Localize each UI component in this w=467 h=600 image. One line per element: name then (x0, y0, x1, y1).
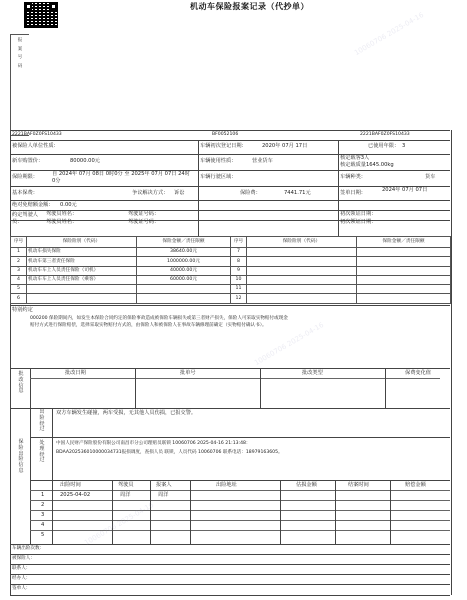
col-line (335, 481, 336, 545)
claims-cell: 周洋 (120, 492, 131, 498)
cell (357, 275, 451, 284)
first-reg-label: 车辆初次登记日期： (200, 143, 247, 149)
endorse-header: 保费变化值 (405, 370, 431, 376)
divider (30, 510, 450, 511)
area-label: 车辆行驶区域： (200, 174, 237, 180)
qr-code (24, 2, 58, 28)
claim-label: 出险经过 (39, 409, 45, 433)
cell: 1 (11, 248, 27, 257)
claims-header: 出险地址 (216, 482, 237, 488)
special-label: 特别约定 (12, 307, 33, 313)
cell (27, 294, 137, 303)
claims-cell: 2025-04-02 (60, 492, 91, 498)
claims-header: 结案时间 (348, 482, 369, 488)
cell: 40000.00元 (137, 266, 231, 275)
divider (30, 437, 450, 438)
claims-row-num: 1 (41, 492, 45, 498)
claims-row-num: 4 (41, 522, 45, 528)
first-reg-value: 2020年 07月 17日 (262, 143, 308, 149)
first-license-label: 初次领证日期： (340, 211, 377, 217)
endorse-side-label: 批改信息 (18, 371, 24, 395)
years-used-value: 3 (402, 143, 406, 149)
first-license-label-2: 初次领证日期： (340, 219, 377, 225)
endorse-header: 批单号 (180, 370, 196, 376)
cell: 机动车车上人员责任保险（司机） (27, 266, 137, 275)
cell: 60000.00元 (137, 275, 231, 284)
special-line-1: 000200 保险期间内，如发生本保险合同约定的保险事故造成被保险车辆损失或第三者财产损失，保险人可采取实物赔付或现金 (30, 316, 288, 321)
cell (357, 294, 451, 303)
deductible-value: 0.00元 (60, 202, 77, 208)
divider (30, 378, 440, 379)
cell (137, 294, 231, 303)
sidebar-char: 号 (17, 55, 23, 61)
cell (247, 257, 357, 266)
watermark: 10060706 2025-04-16 (253, 320, 326, 368)
col-line (338, 140, 339, 236)
type-label: 车辆种类： (340, 174, 366, 180)
footer-item: 签单人： (12, 586, 31, 591)
license-label-2: 驾驶证号码： (128, 219, 160, 225)
divider (30, 490, 450, 491)
sidebar-char: 报 (17, 38, 23, 43)
cell: 9 (231, 266, 247, 275)
cell: 机动车损失保险 (27, 248, 137, 257)
col-line (52, 408, 53, 480)
row-line (10, 130, 450, 131)
claims-row-num: 3 (41, 512, 45, 518)
table-row (11, 266, 451, 275)
cell (247, 294, 357, 303)
col-line (112, 481, 113, 545)
col-line (198, 140, 199, 236)
row-line (10, 140, 450, 141)
col-line (260, 368, 261, 408)
col-header: 保险金额／责任限额 (137, 237, 231, 248)
sign-date-value: 2024年 07月 07日 (382, 187, 428, 193)
row-line (10, 305, 450, 306)
cell: 2 (11, 257, 27, 266)
col-line (390, 481, 391, 545)
claims-header: 报案人 (156, 482, 172, 488)
report-side-label: 保险出险信息 (18, 439, 24, 474)
col-line (52, 481, 53, 545)
row-line (10, 554, 450, 555)
years-used-label: 已使用年限： (368, 143, 400, 149)
footer-item: 经办人： (12, 576, 31, 581)
row-line (10, 544, 450, 545)
cell (357, 248, 451, 257)
insured-unit-label: 被保险人单位性质： (12, 143, 59, 149)
col-line (135, 368, 136, 408)
col-header: 序号 (231, 237, 247, 248)
col-line (150, 481, 151, 545)
claims-row-num: 5 (41, 532, 45, 538)
policy-number-mid: BF0052106 (212, 132, 239, 137)
handle-label: 处理经过 (39, 440, 45, 464)
endorse-header: 批改类型 (302, 370, 323, 376)
cell: 7 (231, 248, 247, 257)
purchase-price-label: 新车购置价： (12, 158, 44, 164)
col-line (385, 368, 386, 408)
claims-row-num: 2 (41, 502, 45, 508)
cell: 机动车第三者责任保险 (27, 257, 137, 266)
col-header: 保险险别（代码） (247, 237, 357, 248)
cell (357, 266, 451, 275)
claim-text: 双方车辆发生碰撞，两车受损，无其他人员伤损，已报交警。 (56, 410, 197, 416)
row-line (10, 584, 450, 585)
driver-name-label: 驾驶员姓名： (46, 211, 78, 217)
table-row (11, 248, 451, 257)
basic-premium-label: 基本保费： (12, 190, 38, 196)
premium-value: 7441.71元 (284, 190, 311, 196)
cell (357, 257, 451, 266)
cell (247, 248, 357, 257)
footer-item: 车辆出险次数： (12, 546, 45, 551)
col-header: 保险险别（代码） (27, 237, 137, 248)
report-number-sidebar (10, 34, 29, 136)
divider (30, 520, 450, 521)
page-title: 机动车保险报案记录（代抄单） (190, 2, 309, 11)
cell (247, 285, 357, 294)
footer-item: 被保险人： (12, 556, 35, 561)
coverage-table (10, 236, 451, 304)
policy-number-left: 2221BAF0Z0FS10433 (12, 132, 62, 137)
watermark: 10060706 2025-04-16 (353, 10, 426, 58)
dispute-value: 诉讼 (174, 190, 185, 196)
period-value: 自 2024年 07月 08日 0时0分 至 2025年 07月 07日 24时0分 (52, 171, 190, 184)
endorse-header: 批改日期 (65, 370, 86, 376)
period-label: 保险期限： (12, 174, 38, 180)
dispute-label: 争议解决方式： (132, 190, 169, 196)
usage-label: 车辆使用性质： (200, 158, 237, 164)
claims-header: 赔偿金额 (405, 482, 426, 488)
divider (30, 500, 450, 501)
premium-label: 保险费： (240, 190, 261, 196)
row-line (10, 154, 450, 155)
cell: 5 (11, 285, 27, 294)
driver-name-label-2: 驾驶员姓名： (46, 219, 78, 225)
col-header: 序号 (11, 237, 27, 248)
claims-header: 出险时间 (60, 482, 81, 488)
row-line (10, 564, 450, 565)
purchase-price-value: 80000.00元 (70, 158, 100, 164)
claims-table (30, 480, 450, 545)
row-line (10, 574, 450, 575)
sidebar-char: 案 (17, 46, 23, 52)
type-value: 货车 (425, 174, 436, 180)
cell: 3 (11, 266, 27, 275)
cell: 8 (231, 257, 247, 266)
claims-header: 估损金额 (296, 482, 317, 488)
cell: 4 (11, 275, 27, 284)
sign-date-label: 签单日期： (340, 190, 366, 196)
deductible-label: 绝对免赔额金额： (12, 202, 54, 208)
row-line (10, 595, 450, 596)
cell: 11 (231, 285, 247, 294)
cell: 1000000.00元 (137, 257, 231, 266)
claims-header: 驾驶员 (118, 482, 134, 488)
cell (137, 285, 231, 294)
cell (357, 285, 451, 294)
cell: 机动车车上人员责任保险（乘客） (27, 275, 137, 284)
cell (247, 275, 357, 284)
driver-label: 约定驾驶人员： (12, 212, 38, 225)
table-row (11, 294, 451, 303)
cell: 10 (231, 275, 247, 284)
claims-cell: 周洋 (158, 492, 169, 498)
cell: 38640.00元 (137, 248, 231, 257)
col-line (190, 481, 191, 545)
handle-text-2: BDAA202536010000034731报损调度，查损人员 联锁，人员代码 10060706 联系电话：18979163605。 (56, 450, 283, 455)
cell (27, 285, 137, 294)
endorse-table (30, 368, 450, 408)
capacity-label: 核定载客3人 (340, 155, 370, 161)
footer-item: 联系人： (12, 566, 31, 571)
coverage-header-row (11, 237, 451, 248)
table-row (11, 257, 451, 266)
usage-value: 营业货车 (252, 158, 273, 164)
cell: 6 (11, 294, 27, 303)
handle-text-1: 中国人民财产保险股份有限公司南昌市分公司理赔员联锁 10060706 2025-04-16 21:13:48： (56, 441, 251, 446)
row-line (10, 200, 450, 201)
table-row (11, 285, 451, 294)
policy-number-right: 2221BAF0Z0FS10433 (360, 132, 410, 137)
license-label: 驾驶证号码： (128, 211, 160, 217)
col-line (280, 481, 281, 545)
watermark: 10060706 2025-04-16 (83, 500, 156, 548)
cell: 12 (231, 294, 247, 303)
sidebar-char: 码 (17, 63, 23, 69)
capacity-value: 核定载质量1645.00kg (340, 162, 394, 168)
divider (30, 530, 450, 531)
cell (247, 266, 357, 275)
special-line-2: 赔付方式进行保险赔偿，选择采取实物赔付方式的，由保险人和被保险人在事故车辆修理前确定（实物赔付确认书）。 (30, 323, 267, 328)
col-header: 保险金额／责任限额 (357, 237, 451, 248)
table-row (11, 275, 451, 284)
row-line (10, 408, 450, 409)
